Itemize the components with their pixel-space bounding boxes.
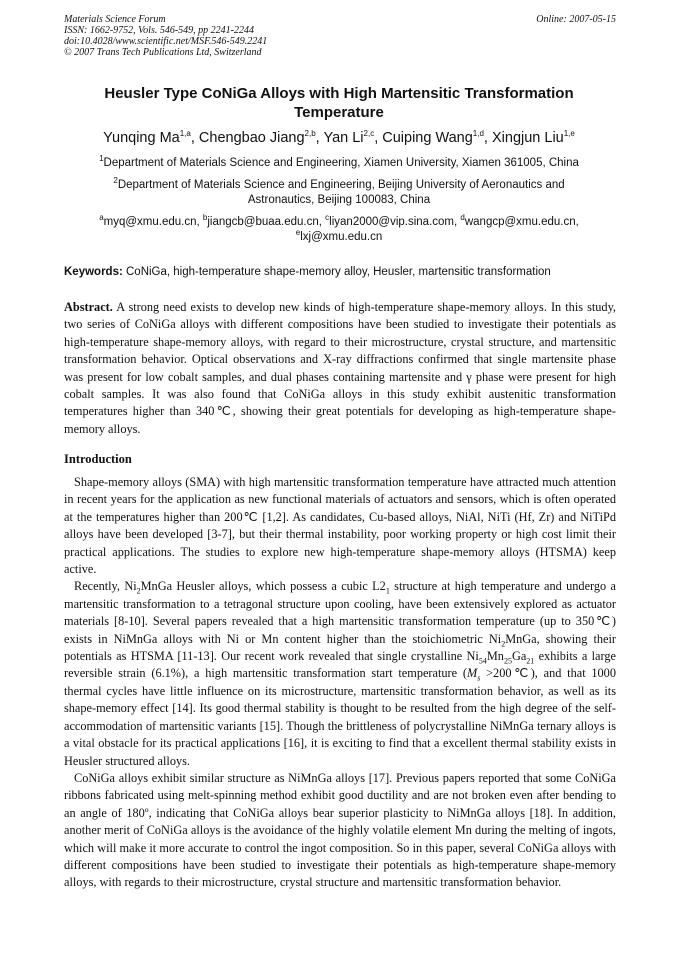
author-affil-mark: 1,d (472, 129, 484, 139)
author-affil-mark: 2,b (304, 129, 316, 139)
issn-line: ISSN: 1662-9752, Vols. 546-549, pp 2241-2244 (64, 25, 254, 36)
email-mark: d (460, 213, 465, 223)
affil-text: Department of Materials Science and Engineering, Beijing University of Aeronautics and (117, 179, 565, 191)
author-separator: , (374, 130, 383, 146)
paragraph: Shape-memory alloys (SMA) with high martensitic transformation temperature have attracted much attention in recent years for the application as new functional materials of actuators and sensors, which is often operated at the temperatures higher than 200℃ [1,2]. As candidates, Cu-based alloys, NiAl, NiTi (Hf, Zr) and NiTiPd alloys have been developed [3-7], but their thermal instability, poor working property or high cost limit their practical applications. The studies to explore new high-temperature shape-memory alloys (HTSMA) keep active. (64, 475, 616, 577)
author-affil-mark: 1,a (179, 129, 191, 139)
author-separator: , (315, 130, 324, 146)
email-address: lxj@xmu.edu.cn (300, 231, 383, 243)
email-address: myq@xmu.edu.cn, (103, 216, 203, 228)
keywords-label: Keywords: (64, 266, 123, 278)
introduction-body (64, 474, 616, 892)
keywords-text: CoNiGa, high-temperature shape-memory alloy, Heusler, martensitic transformation (122, 266, 551, 278)
paragraph: CoNiGa alloys exhibit similar structure as NiMnGa alloys [17]. Previous papers reported that some CoNiGa ribbons fabricated using melt-spinning method exhibit good ductility and are not broken even after bending to an angle of 180º, indicating that CoNiGa alloys bear superior plasticity to NiMnGa alloys [18]. In addition, another merit of CoNiGa alloys is the avoidance of the highly volatile element Mn during the melting of ingots, which will make it more accurate to control the ingot composition. So in this paper, several CoNiGa alloys with different compositions have been studied to investigate their potentials as high-temperature shape-memory alloys, with regards to their microstructure, crystal structure and martensitic transformation behavior. (64, 770, 616, 890)
affiliation-2 (64, 178, 614, 208)
abstract (64, 299, 616, 438)
journal-header (64, 14, 267, 58)
author-affil-mark: 1,e (563, 129, 575, 139)
copyright-line: © 2007 Trans Tech Publications Ltd, Switzerland (64, 47, 262, 58)
author-name: Yan Li (323, 130, 364, 146)
journal-name: Materials Science Forum (64, 14, 166, 25)
email-address: liyan2000@vip.sina.com, (329, 216, 461, 228)
author-separator: , (483, 130, 492, 146)
affil-mark: 1 (99, 154, 104, 164)
paragraph: Recently, $Ni_2MnGa$ Heusler alloys, which possess a cubic $L2_1$ structure at high temperature and undergo a martensitic transformation to a tetragonal structure upon cooling, have been extensively explored as actuator materials [8-10]. Several papers revealed that a high martensitic transformation temperature (up to 350℃) exists in NiMnGa alloys with Ni or Mn content higher than the stoichiometric $Ni_2MnGa$, showing their potentials as HTSMA [11-13]. Our recent work revealed that single crystalline $Ni_{54}Mn_{25}Ga_{21}$ exhibits a large reversible strain (6.1%), a high martensitic transformation start temperature ($M_s$ >200℃), and that 1000 thermal cycles have little influence on its microstructure, martensitic transformation behavior, as well as its shape-memory effect [14]. Its good thermal stability is thought to be resulted from the high degree of the self-accommodation of martensitic variants [15]. Though the brittleness of polycrystalline NiMnGa ternary alloys is a vital obstacle for its practical applications [16], it is exciting to find that a excellent thermal stability exists in Heusler structured alloys. (64, 579, 617, 768)
affil-text: Department of Materials Science and Engineering, Xiamen University, Xiamen 361005, China (103, 157, 579, 169)
author-list (40, 128, 638, 148)
author-name: Yunqing Ma (103, 130, 180, 146)
keywords (64, 265, 624, 280)
affil-mark: 2 (113, 176, 118, 186)
email-list (64, 215, 614, 245)
author-name: Xingjun Liu (491, 130, 564, 146)
doi-line: doi:10.4028/www.scientific.net/MSF.546-549.2241 (64, 36, 268, 47)
paper-title: Heusler Type CoNiGa Alloys with High Martensitic Transformation Temperature (104, 85, 574, 121)
affiliation-1 (64, 156, 614, 171)
author-separator: , (190, 130, 199, 146)
email-mark: b (202, 213, 208, 223)
affil-text: Astronautics, Beijing 100083, China (247, 194, 431, 206)
email-mark: a (99, 213, 104, 223)
email-address: wangcp@xmu.edu.cn, (464, 216, 579, 228)
email-mark: c (325, 213, 330, 223)
email-mark: e (295, 228, 301, 238)
online-date: Online: 2007-05-15 (536, 14, 616, 25)
email-address: jiangcb@buaa.edu.cn, (207, 216, 326, 228)
author-name: Chengbao Jiang (198, 130, 305, 146)
introduction-heading: Introduction (64, 452, 132, 466)
author-name: Cuiping Wang (382, 130, 473, 146)
abstract-label: Abstract. (64, 300, 113, 314)
abstract-text: A strong need exists to develop new kinds of high-temperature shape-memory alloys. In this study, two series of CoNiGa alloys with different compositions have been studied to investigate their potentials as high-temperature shape-memory alloys, with regard to their microstructure, crystal structure, and martensitic transformation behavior. Optical observations and X-ray diffractions confirmed that single martensite phase was present for low cobalt samples, and dual phases containing martensite and γ phase were present for high cobalt samples. It was also found that CoNiGa alloys in this study exhibit austenitic transformation temperatures higher than 340℃, showing their great potentials for developing as high-temperature shape-memory alloys. (64, 300, 616, 436)
author-affil-mark: 2,c (363, 129, 375, 139)
